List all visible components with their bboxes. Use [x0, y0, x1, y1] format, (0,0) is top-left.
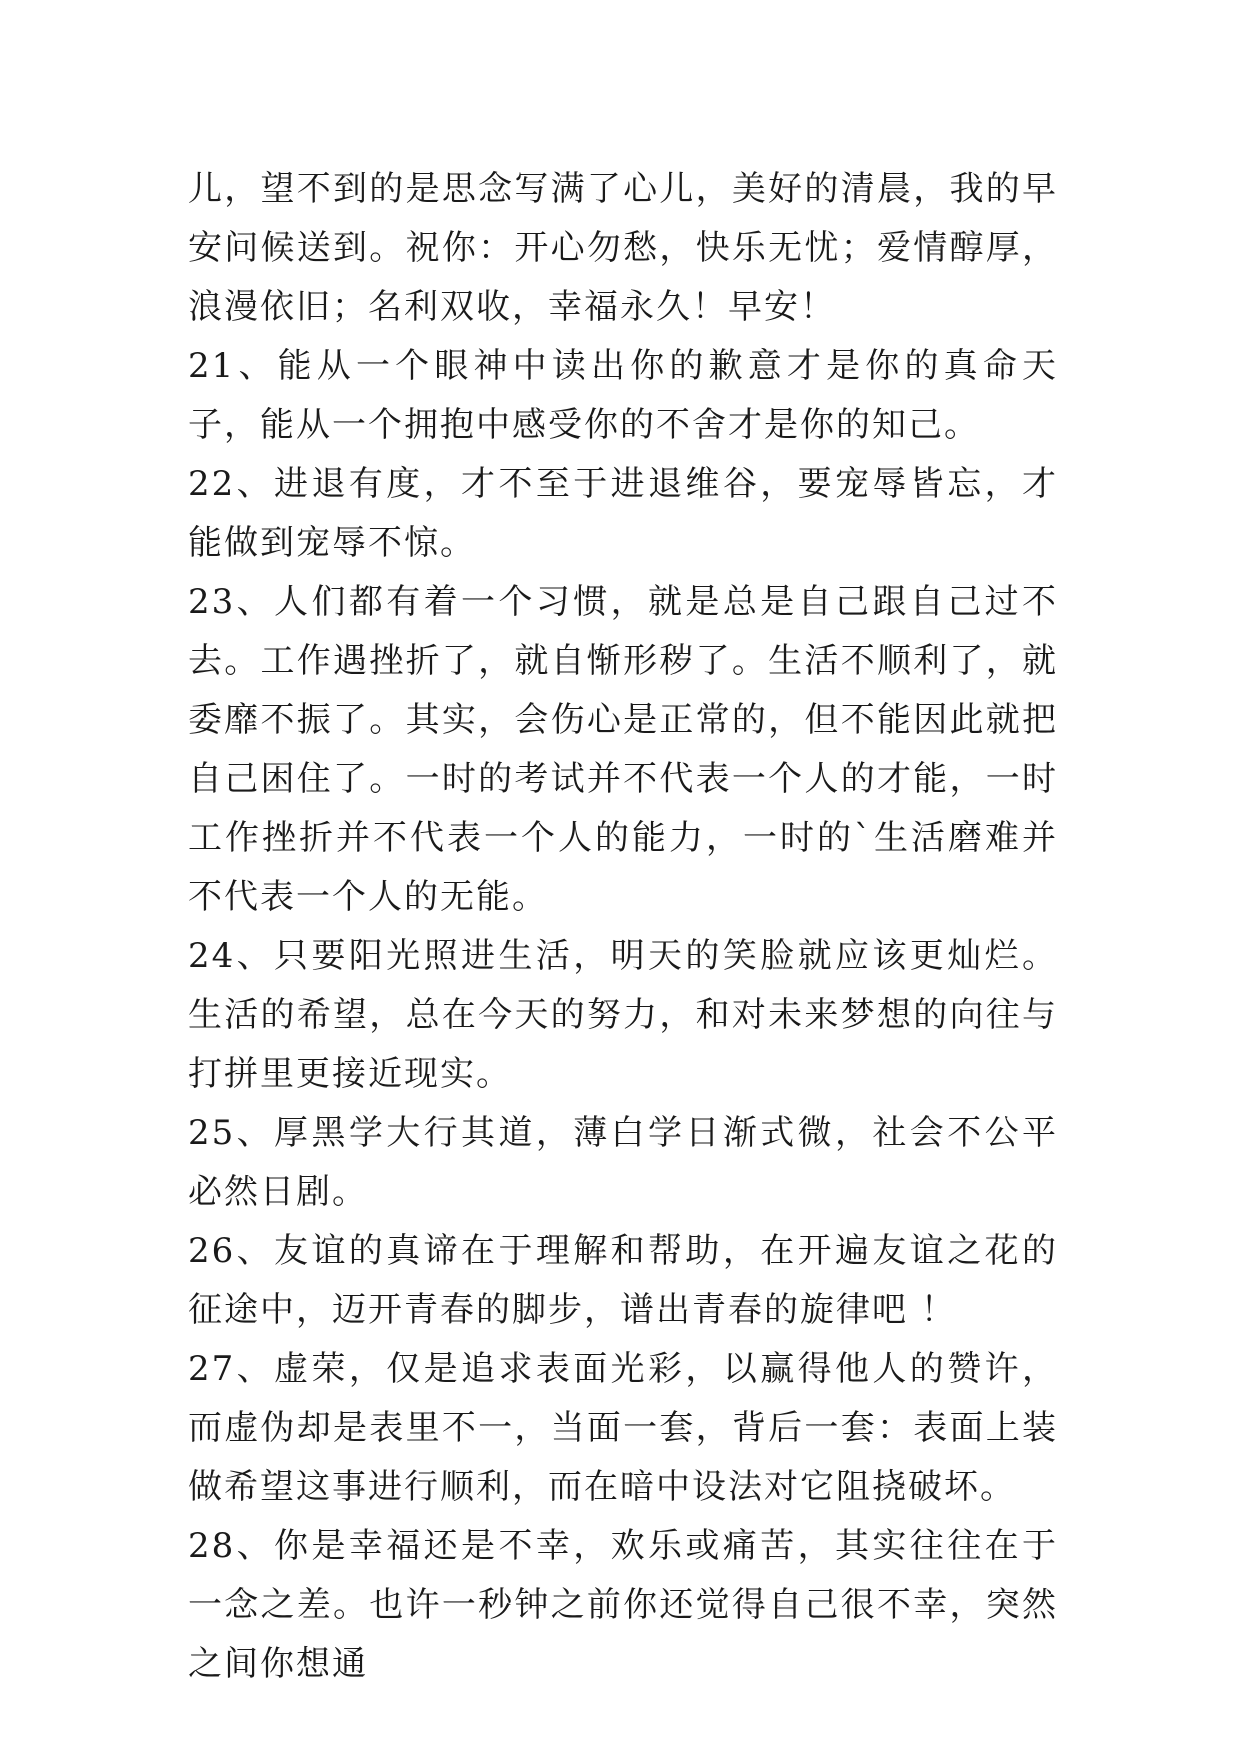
paragraph-28: 28、你是幸福还是不幸，欢乐或痛苦，其实往往在于一念之差。也许一秒钟之前你还觉得自己很不幸，突然之间你想通	[188, 1526, 1058, 1684]
paragraph-25: 25、厚黑学大行其道，薄白学日渐式微，社会不公平必然日剧。	[188, 1113, 1058, 1212]
paragraph-24: 24、只要阳光照进生活，明天的笑脸就应该更灿烂。生活的希望，总在今天的努力，和对未来梦想的向往与打拼里更接近现实。	[188, 936, 1058, 1094]
paragraph-26: 26、友谊的真谛在于理解和帮助，在开遍友谊之花的征途中，迈开青春的脚步，谱出青春的旋律吧 ！	[188, 1231, 1058, 1330]
paragraph-continued: 儿，望不到的是思念写满了心儿，美好的清晨，我的早安问候送到。祝你：开心勿愁，快乐无忧；爱情醇厚，浪漫依旧；名利双收，幸福永久！早安！	[188, 169, 1058, 327]
paragraph-21: 21、能从一个眼神中读出你的歉意才是你的真命天子，能从一个拥抱中感受你的不舍才是你的知己。	[188, 346, 1058, 445]
paragraph-27: 27、虚荣，仅是追求表面光彩，以赢得他人的赞许，而虚伪却是表里不一，当面一套，背后一套：表面上装做希望这事进行顺利，而在暗中设法对它阻挠破坏。	[188, 1349, 1058, 1507]
paragraph-22: 22、进退有度，才不至于进退维谷，要宠辱皆忘，才能做到宠辱不惊。	[188, 464, 1058, 563]
paragraph-23: 23、人们都有着一个习惯，就是总是自己跟自己过不去。工作遇挫折了，就自惭形秽了。生活不顺利了，就委靡不振了。其实，会伤心是正常的，但不能因此就把自己困住了。一时的考试并不代表一个人的才能，一时工作挫折并不代表一个人的能力，一时的`生活磨难并不代表一个人的无能。	[188, 582, 1058, 917]
document-body	[188, 160, 1058, 1694]
